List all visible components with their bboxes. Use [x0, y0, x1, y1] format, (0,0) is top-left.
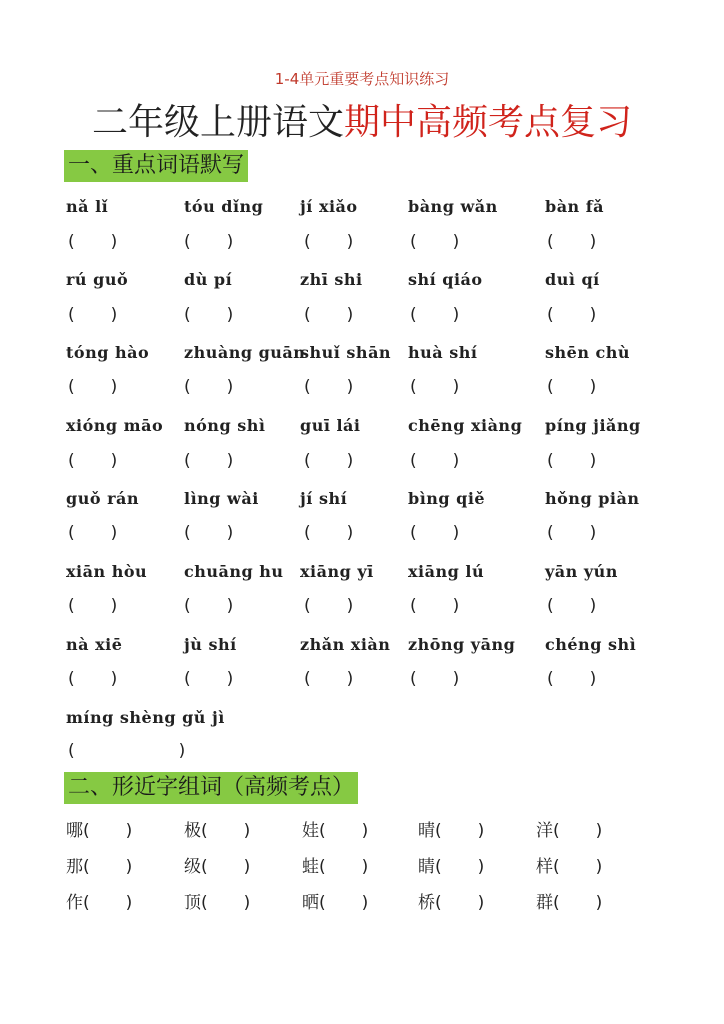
answer-blank[interactable]: ( ): [410, 596, 460, 616]
char-item[interactable]: 哪( ): [66, 821, 133, 841]
pinyin-prompt: nǎ lǐ: [66, 197, 109, 216]
pinyin-row: [0, 562, 724, 590]
answer-blank[interactable]: ( ): [68, 305, 118, 325]
answer-blank[interactable]: ( ): [68, 451, 118, 471]
pinyin-prompt: xiāng lú: [408, 562, 485, 581]
pinyin-prompt: rú guǒ: [66, 270, 129, 289]
section-1-heading: 一、重点词语默写: [64, 150, 248, 182]
answer-blank[interactable]: ( ): [68, 741, 186, 761]
answer-blank[interactable]: ( ): [184, 596, 234, 616]
answer-blank[interactable]: ( ): [68, 523, 118, 543]
char-row: [0, 816, 724, 844]
pinyin-prompt: huà shí: [408, 343, 478, 362]
char-item[interactable]: 桥( ): [418, 893, 485, 913]
pinyin-prompt: chēng xiàng: [408, 416, 523, 435]
pinyin-prompt: duì qí: [545, 270, 600, 289]
answer-blank[interactable]: ( ): [410, 669, 460, 689]
pinyin-prompt: bàng wǎn: [408, 197, 498, 216]
answer-blank[interactable]: ( ): [547, 377, 597, 397]
pinyin-prompt: shí qiáo: [408, 270, 483, 289]
answer-blank[interactable]: ( ): [68, 596, 118, 616]
pinyin-row: [0, 489, 724, 517]
pinyin-prompt: shēn chù: [545, 343, 631, 362]
answer-blank[interactable]: ( ): [304, 596, 354, 616]
answer-blank[interactable]: ( ): [547, 596, 597, 616]
answer-blank[interactable]: ( ): [410, 451, 460, 471]
pinyin-row: [0, 635, 724, 663]
pinyin-row: [0, 708, 724, 736]
pinyin-prompt: guī lái: [300, 416, 361, 435]
pinyin-row: [0, 343, 724, 371]
pinyin-row: [0, 270, 724, 298]
pinyin-prompt: tóng hào: [66, 343, 150, 362]
page-title: [0, 94, 724, 145]
pinyin-prompt: lìng wài: [184, 489, 259, 508]
answer-blank[interactable]: ( ): [304, 305, 354, 325]
pinyin-prompt: zhǎn xiàn: [300, 635, 391, 654]
char-label: 哪: [66, 821, 83, 841]
pinyin-prompt: dù pí: [184, 270, 233, 289]
answer-row: [0, 451, 724, 479]
pinyin-row: [0, 416, 724, 444]
char-item[interactable]: 作( ): [66, 893, 133, 913]
char-item[interactable]: 蛙( ): [302, 857, 369, 877]
pinyin-prompt: jí xiǎo: [300, 197, 358, 216]
char-item[interactable]: 极( ): [184, 821, 251, 841]
pinyin-prompt: hǒng piàn: [545, 489, 640, 508]
char-item[interactable]: 群( ): [536, 893, 603, 913]
char-label: 那: [66, 857, 83, 877]
char-label: 蛙: [302, 857, 319, 877]
char-item[interactable]: 晴( ): [418, 821, 485, 841]
char-label: 样: [536, 857, 553, 877]
pinyin-prompt: yān yún: [545, 562, 618, 581]
answer-blank[interactable]: ( ): [68, 232, 118, 252]
answer-blank[interactable]: ( ): [304, 451, 354, 471]
pinyin-prompt: míng shèng gǔ jì: [66, 708, 225, 727]
answer-blank[interactable]: ( ): [547, 451, 597, 471]
pinyin-prompt: xióng māo: [66, 416, 164, 435]
pinyin-row: [0, 197, 724, 225]
char-item[interactable]: 娃( ): [302, 821, 369, 841]
answer-blank[interactable]: ( ): [184, 451, 234, 471]
char-item[interactable]: 级( ): [184, 857, 251, 877]
pinyin-prompt: guǒ rán: [66, 489, 139, 508]
answer-blank[interactable]: ( ): [304, 377, 354, 397]
pinyin-prompt: shuǐ shān: [300, 343, 392, 362]
title-red-part: 期中高频考点复习: [344, 102, 633, 143]
answer-row: [0, 596, 724, 624]
char-label: 娃: [302, 821, 319, 841]
pinyin-prompt: nà xiē: [66, 635, 123, 654]
char-label: 睛: [418, 857, 435, 877]
char-item[interactable]: 晒( ): [302, 893, 369, 913]
char-item[interactable]: 睛( ): [418, 857, 485, 877]
answer-row: [0, 232, 724, 260]
char-item[interactable]: 顶( ): [184, 893, 251, 913]
answer-blank[interactable]: ( ): [68, 377, 118, 397]
subtitle: 1-4单元重要考点知识练习: [274, 70, 450, 88]
pinyin-prompt: nóng shì: [184, 416, 266, 435]
char-label: 级: [184, 857, 201, 877]
pinyin-prompt: chéng shì: [545, 635, 637, 654]
answer-blank[interactable]: ( ): [184, 669, 234, 689]
answer-blank[interactable]: ( ): [547, 669, 597, 689]
answer-blank[interactable]: ( ): [68, 669, 118, 689]
char-item[interactable]: 样( ): [536, 857, 603, 877]
char-item[interactable]: 那( ): [66, 857, 133, 877]
pinyin-prompt: tóu dǐng: [184, 197, 264, 216]
answer-blank[interactable]: ( ): [547, 305, 597, 325]
char-label: 晒: [302, 893, 319, 913]
pinyin-prompt: bìng qiě: [408, 489, 486, 508]
char-row: [0, 852, 724, 880]
answer-row: [0, 741, 724, 769]
answer-blank[interactable]: ( ): [184, 232, 234, 252]
answer-row: [0, 377, 724, 405]
section-2-heading: 二、形近字组词（高频考点）: [64, 772, 358, 804]
pinyin-prompt: píng jiǎng: [545, 416, 641, 435]
char-label: 作: [66, 893, 83, 913]
answer-blank[interactable]: ( ): [547, 523, 597, 543]
pinyin-prompt: jù shí: [184, 635, 237, 654]
answer-row: [0, 669, 724, 697]
char-label: 群: [536, 893, 553, 913]
pinyin-prompt: jí shí: [300, 489, 348, 508]
answer-blank[interactable]: ( ): [547, 232, 597, 252]
answer-blank[interactable]: ( ): [304, 232, 354, 252]
answer-row: [0, 523, 724, 551]
char-label: 桥: [418, 893, 435, 913]
pinyin-prompt: bàn fǎ: [545, 197, 605, 216]
char-label: 极: [184, 821, 201, 841]
answer-blank[interactable]: ( ): [410, 377, 460, 397]
pinyin-prompt: zhuàng guān: [184, 343, 306, 362]
answer-blank[interactable]: ( ): [410, 523, 460, 543]
answer-blank[interactable]: ( ): [410, 305, 460, 325]
answer-blank[interactable]: ( ): [184, 523, 234, 543]
answer-row: [0, 305, 724, 333]
char-label: 洋: [536, 821, 553, 841]
char-row: [0, 888, 724, 916]
title-black-part: 二年级上册语文: [91, 102, 344, 143]
pinyin-prompt: zhī shi: [300, 270, 363, 289]
char-label: 顶: [184, 893, 201, 913]
pinyin-prompt: xiāng yī: [300, 562, 374, 581]
pinyin-prompt: zhōng yāng: [408, 635, 516, 654]
answer-blank[interactable]: ( ): [410, 232, 460, 252]
char-label: 晴: [418, 821, 435, 841]
answer-blank[interactable]: ( ): [184, 377, 234, 397]
pinyin-prompt: chuāng hu: [184, 562, 284, 581]
pinyin-prompt: xiān hòu: [66, 562, 148, 581]
answer-blank[interactable]: ( ): [184, 305, 234, 325]
char-item[interactable]: 洋( ): [536, 821, 603, 841]
answer-blank[interactable]: ( ): [304, 523, 354, 543]
answer-blank[interactable]: ( ): [304, 669, 354, 689]
